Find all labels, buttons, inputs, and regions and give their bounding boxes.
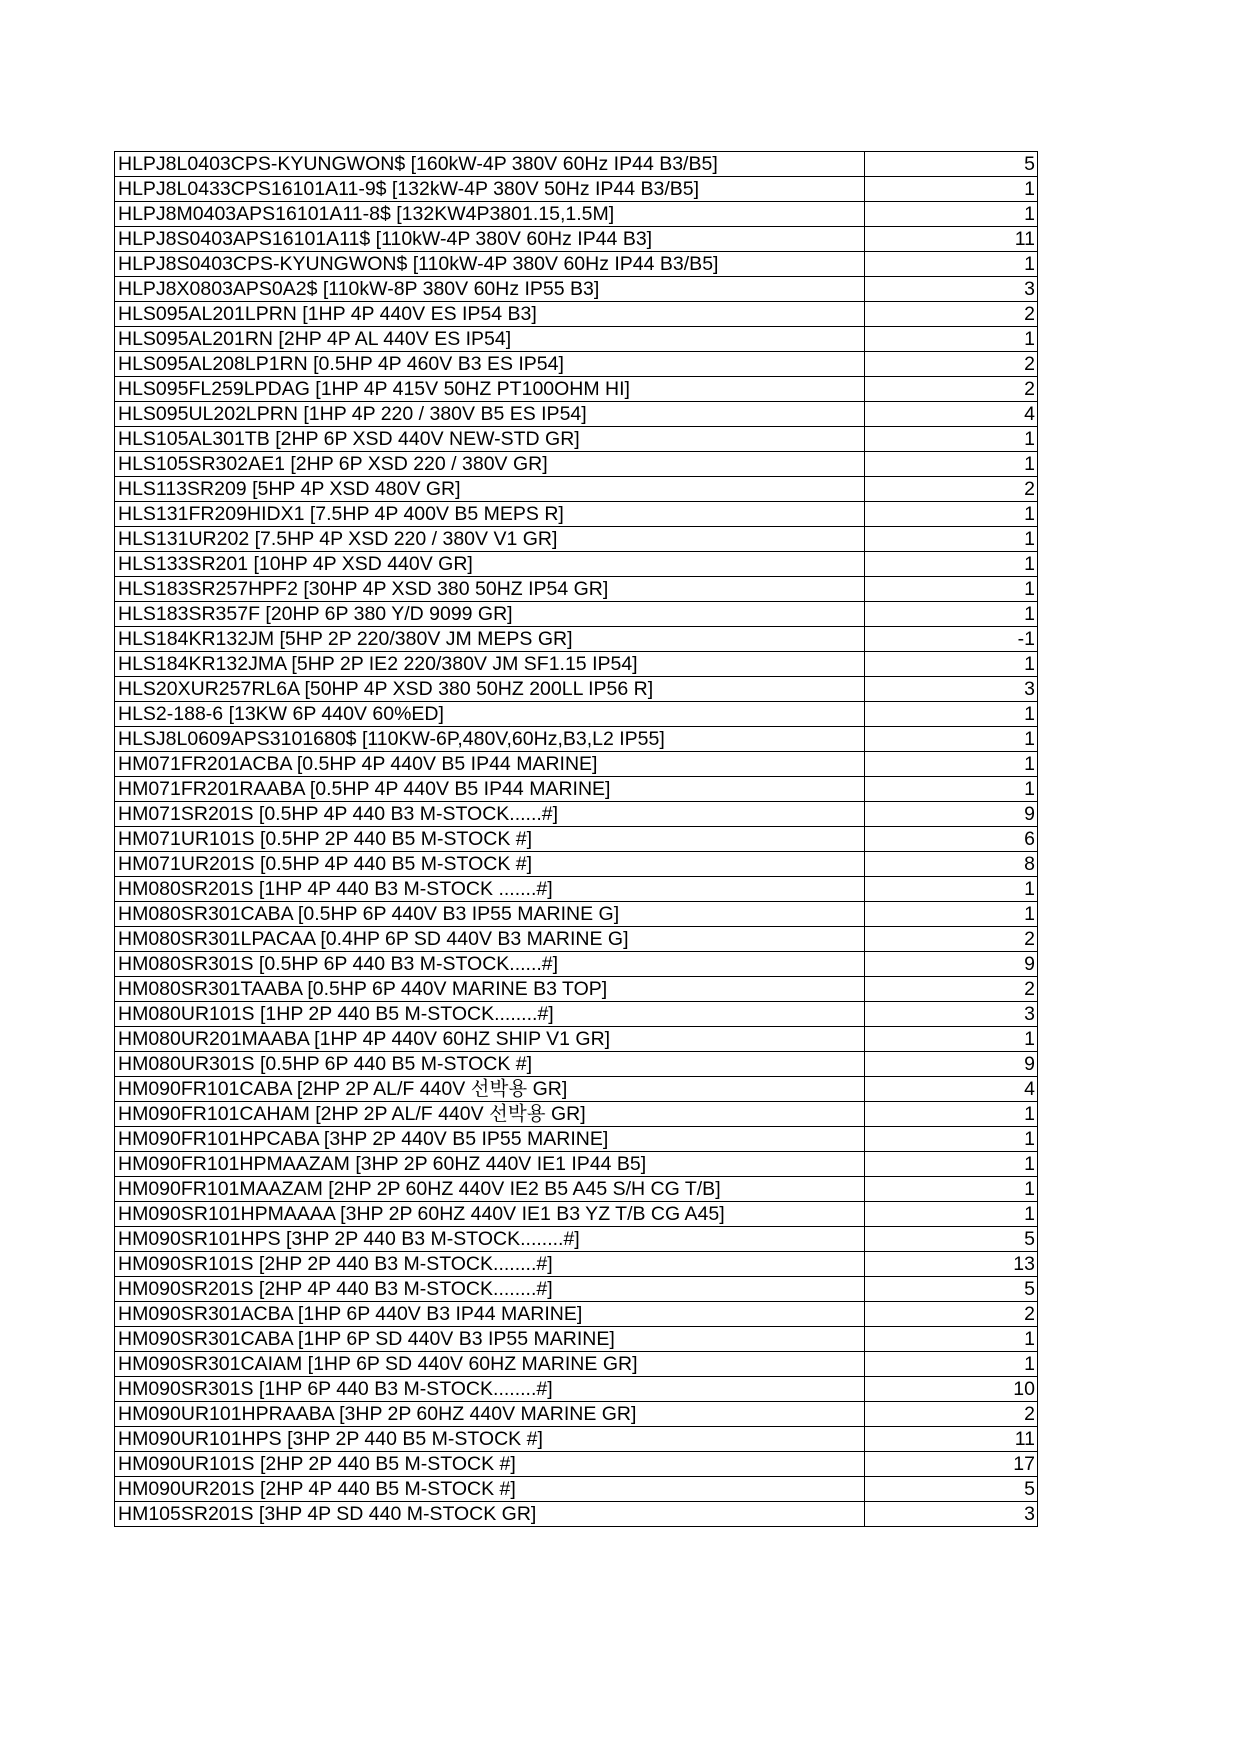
table-row [115,902,1038,927]
item-quantity-cell: 4 [865,402,1038,427]
table-row [115,1352,1038,1377]
item-description-cell: HLS184KR132JMA [5HP 2P IE2 220/380V JM SF1.15 IP54] [115,652,865,677]
item-quantity-cell: 2 [865,477,1038,502]
item-description-cell: HM080SR301LPACAA [0.4HP 6P SD 440V B3 MARINE G] [115,927,865,952]
item-description-cell: HM090SR101S [2HP 2P 440 B3 M-STOCK........#] [115,1252,865,1277]
item-quantity-cell: 1 [865,702,1038,727]
table-row [115,1327,1038,1352]
item-description-cell: HM090FR101HPMAAZAM [3HP 2P 60HZ 440V IE1 IP44 B5] [115,1152,865,1177]
item-quantity-cell: 5 [865,152,1038,177]
item-quantity-cell: 13 [865,1252,1038,1277]
item-quantity-cell: 1 [865,1102,1038,1127]
item-description-cell: HM090SR101HPS [3HP 2P 440 B3 M-STOCK........#] [115,1227,865,1252]
table-row [115,1152,1038,1177]
item-description-cell: HM080SR301S [0.5HP 6P 440 B3 M-STOCK......#] [115,952,865,977]
item-description-cell: HLS133SR201 [10HP 4P XSD 440V GR] [115,552,865,577]
item-quantity-cell: 1 [865,902,1038,927]
item-quantity-cell: 9 [865,802,1038,827]
item-quantity-cell: 2 [865,377,1038,402]
item-quantity-cell: 2 [865,927,1038,952]
table-row [115,1377,1038,1402]
item-description-cell: HLPJ8L0403CPS-KYUNGWON$ [160kW-4P 380V 60Hz IP44 B3/B5] [115,152,865,177]
item-quantity-cell: 1 [865,527,1038,552]
table-row [115,777,1038,802]
table-row [115,277,1038,302]
table-row [115,752,1038,777]
item-description-cell: HM090FR101CAHAM [2HP 2P AL/F 440V 선박용 GR] [115,1102,865,1127]
item-quantity-cell: 1 [865,752,1038,777]
item-description-cell: HLS105SR302AE1 [2HP 6P XSD 220 / 380V GR] [115,452,865,477]
table-row [115,1077,1038,1102]
table-row [115,427,1038,452]
item-description-cell: HM080SR301CABA [0.5HP 6P 440V B3 IP55 MARINE G] [115,902,865,927]
table-row [115,677,1038,702]
table-row [115,977,1038,1002]
item-description-cell: HM090UR101S [2HP 2P 440 B5 M-STOCK #] [115,1452,865,1477]
item-description-cell: HM090SR301S [1HP 6P 440 B3 M-STOCK........#] [115,1377,865,1402]
table-row [115,1452,1038,1477]
table-row [115,327,1038,352]
item-quantity-cell: 1 [865,727,1038,752]
item-description-cell: HLS095AL201LPRN [1HP 4P 440V ES IP54 B3] [115,302,865,327]
item-description-cell: HLS131FR209HIDX1 [7.5HP 4P 400V B5 MEPS R] [115,502,865,527]
item-description-cell: HLS183SR257HPF2 [30HP 4P XSD 380 50HZ IP54 GR] [115,577,865,602]
item-description-cell: HLS2-188-6 [13KW 6P 440V 60%ED] [115,702,865,727]
table-row [115,877,1038,902]
item-quantity-cell: 9 [865,1052,1038,1077]
item-description-cell: HM071UR101S [0.5HP 2P 440 B5 M-STOCK #] [115,827,865,852]
item-quantity-cell: 1 [865,1327,1038,1352]
item-description-cell: HM090SR301CAIAM [1HP 6P SD 440V 60HZ MARINE GR] [115,1352,865,1377]
item-quantity-cell: 1 [865,177,1038,202]
table-row [115,1052,1038,1077]
item-description-cell: HLS095AL201RN [2HP 4P AL 440V ES IP54] [115,327,865,352]
item-description-cell: HM090SR101HPMAAAA [3HP 2P 60HZ 440V IE1 B3 YZ T/B CG A45] [115,1202,865,1227]
table-row [115,1102,1038,1127]
item-quantity-cell: 1 [865,1202,1038,1227]
table-row [115,1227,1038,1252]
table-row [115,1502,1038,1527]
item-quantity-cell: 8 [865,852,1038,877]
item-description-cell: HM080UR101S [1HP 2P 440 B5 M-STOCK........#] [115,1002,865,1027]
item-quantity-cell: 3 [865,677,1038,702]
item-description-cell: HLS105AL301TB [2HP 6P XSD 440V NEW-STD GR] [115,427,865,452]
item-quantity-cell: 10 [865,1377,1038,1402]
table-row [115,152,1038,177]
item-description-cell: HLS095UL202LPRN [1HP 4P 220 / 380V B5 ES IP54] [115,402,865,427]
table-row [115,827,1038,852]
item-quantity-cell: 5 [865,1277,1038,1302]
item-quantity-cell: 1 [865,552,1038,577]
table-row [115,1277,1038,1302]
table-row [115,252,1038,277]
item-quantity-cell: 11 [865,1427,1038,1452]
item-description-cell: HLPJ8X0803APS0A2$ [110kW-8P 380V 60Hz IP55 B3] [115,277,865,302]
item-description-cell: HLPJ8S0403CPS-KYUNGWON$ [110kW-4P 380V 60Hz IP44 B3/B5] [115,252,865,277]
item-quantity-cell: 1 [865,202,1038,227]
item-description-cell: HLS20XUR257RL6A [50HP 4P XSD 380 50HZ 200LL IP56 R] [115,677,865,702]
table-row [115,852,1038,877]
item-description-cell: HM090SR301CABA [1HP 6P SD 440V B3 IP55 MARINE] [115,1327,865,1352]
table-row [115,702,1038,727]
item-quantity-cell: 1 [865,252,1038,277]
table-row [115,652,1038,677]
item-description-cell: HM105SR201S [3HP 4P SD 440 M-STOCK GR] [115,1502,865,1527]
table-row [115,452,1038,477]
item-description-cell: HLPJ8M0403APS16101A11-8$ [132KW4P3801.15,1.5M] [115,202,865,227]
item-description-cell: HLPJ8S0403APS16101A11$ [110kW-4P 380V 60Hz IP44 B3] [115,227,865,252]
item-quantity-cell: 1 [865,452,1038,477]
table-row [115,727,1038,752]
item-quantity-cell: 9 [865,952,1038,977]
item-description-cell: HM080SR301TAABA [0.5HP 6P 440V MARINE B3 TOP] [115,977,865,1002]
item-quantity-cell: 4 [865,1077,1038,1102]
item-quantity-cell: 17 [865,1452,1038,1477]
inventory-table-body [115,152,1038,1527]
table-row [115,802,1038,827]
item-description-cell: HM071FR201ACBA [0.5HP 4P 440V B5 IP44 MARINE] [115,752,865,777]
inventory-table [114,151,1038,1527]
item-quantity-cell: 1 [865,1127,1038,1152]
table-row [115,202,1038,227]
table-row [115,1027,1038,1052]
item-description-cell: HM080UR201MAABA [1HP 4P 440V 60HZ SHIP V1 GR] [115,1027,865,1052]
item-description-cell: HM080SR201S [1HP 4P 440 B3 M-STOCK .......#] [115,877,865,902]
item-quantity-cell: 1 [865,1177,1038,1202]
item-description-cell: HM090SR201S [2HP 4P 440 B3 M-STOCK........#] [115,1277,865,1302]
table-row [115,402,1038,427]
item-quantity-cell: 3 [865,1002,1038,1027]
item-description-cell: HM071SR201S [0.5HP 4P 440 B3 M-STOCK......#] [115,802,865,827]
item-description-cell: HM090FR101HPCABA [3HP 2P 440V B5 IP55 MARINE] [115,1127,865,1152]
item-quantity-cell: 1 [865,1027,1038,1052]
table-row [115,1127,1038,1152]
item-quantity-cell: 1 [865,427,1038,452]
item-description-cell: HM090FR101CABA [2HP 2P AL/F 440V 선박용 GR] [115,1077,865,1102]
table-row [115,227,1038,252]
table-row [115,1202,1038,1227]
item-quantity-cell: 2 [865,977,1038,1002]
item-quantity-cell: 1 [865,777,1038,802]
table-row [115,1177,1038,1202]
item-description-cell: HM080UR301S [0.5HP 6P 440 B5 M-STOCK #] [115,1052,865,1077]
item-description-cell: HLPJ8L0433CPS16101A11-9$ [132kW-4P 380V 50Hz IP44 B3/B5] [115,177,865,202]
item-quantity-cell: -1 [865,627,1038,652]
item-quantity-cell: 5 [865,1227,1038,1252]
item-description-cell: HLS095FL259LPDAG [1HP 4P 415V 50HZ PT100OHM HI] [115,377,865,402]
table-row [115,1402,1038,1427]
table-row [115,1002,1038,1027]
table-row [115,602,1038,627]
item-quantity-cell: 1 [865,877,1038,902]
table-row [115,1427,1038,1452]
item-quantity-cell: 6 [865,827,1038,852]
item-quantity-cell: 2 [865,1302,1038,1327]
table-row [115,502,1038,527]
item-description-cell: HLS095AL208LP1RN [0.5HP 4P 460V B3 ES IP54] [115,352,865,377]
item-description-cell: HLSJ8L0609APS3101680$ [110KW-6P,480V,60Hz,B3,L2 IP55] [115,727,865,752]
item-description-cell: HM090UR101HPS [3HP 2P 440 B5 M-STOCK #] [115,1427,865,1452]
item-description-cell: HLS184KR132JM [5HP 2P 220/380V JM MEPS GR] [115,627,865,652]
item-description-cell: HLS183SR357F [20HP 6P 380 Y/D 9099 GR] [115,602,865,627]
item-quantity-cell: 1 [865,1152,1038,1177]
item-description-cell: HM090UR201S [2HP 4P 440 B5 M-STOCK #] [115,1477,865,1502]
item-quantity-cell: 5 [865,1477,1038,1502]
table-row [115,927,1038,952]
table-row [115,552,1038,577]
table-row [115,1302,1038,1327]
table-row [115,477,1038,502]
item-quantity-cell: 1 [865,602,1038,627]
item-description-cell: HM090FR101MAAZAM [2HP 2P 60HZ 440V IE2 B5 A45 S/H CG T/B] [115,1177,865,1202]
item-quantity-cell: 1 [865,327,1038,352]
table-row [115,527,1038,552]
item-description-cell: HM071FR201RAABA [0.5HP 4P 440V B5 IP44 MARINE] [115,777,865,802]
table-row [115,952,1038,977]
item-quantity-cell: 1 [865,502,1038,527]
item-quantity-cell: 1 [865,1352,1038,1377]
item-description-cell: HLS113SR209 [5HP 4P XSD 480V GR] [115,477,865,502]
table-row [115,302,1038,327]
item-quantity-cell: 11 [865,227,1038,252]
item-description-cell: HM090SR301ACBA [1HP 6P 440V B3 IP44 MARINE] [115,1302,865,1327]
item-quantity-cell: 2 [865,302,1038,327]
table-row [115,352,1038,377]
item-quantity-cell: 1 [865,577,1038,602]
item-quantity-cell: 2 [865,352,1038,377]
table-row [115,577,1038,602]
item-quantity-cell: 3 [865,277,1038,302]
item-quantity-cell: 3 [865,1502,1038,1527]
item-description-cell: HLS131UR202 [7.5HP 4P XSD 220 / 380V V1 GR] [115,527,865,552]
table-row [115,1477,1038,1502]
item-quantity-cell: 2 [865,1402,1038,1427]
item-description-cell: HM090UR101HPRAABA [3HP 2P 60HZ 440V MARINE GR] [115,1402,865,1427]
table-row [115,177,1038,202]
table-row [115,377,1038,402]
item-description-cell: HM071UR201S [0.5HP 4P 440 B5 M-STOCK #] [115,852,865,877]
item-quantity-cell: 1 [865,652,1038,677]
table-row [115,1252,1038,1277]
table-row [115,627,1038,652]
